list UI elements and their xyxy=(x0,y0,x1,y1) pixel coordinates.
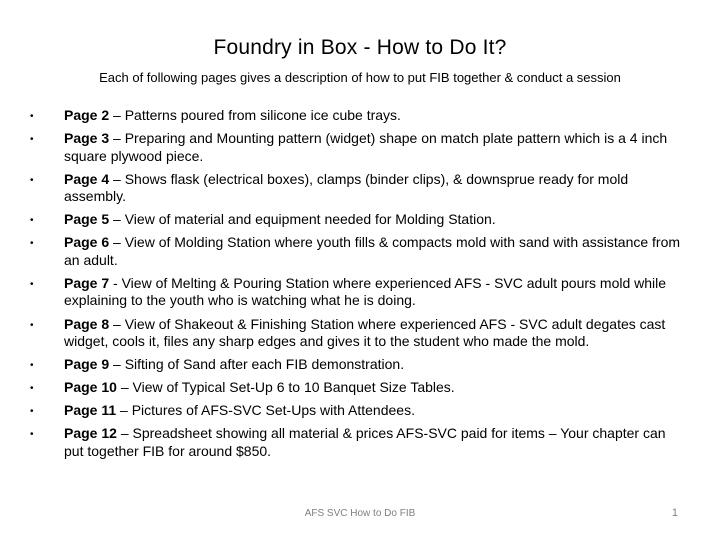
item-description: – View of Typical Set-Up 6 to 10 Banquet Size Tables. xyxy=(116,379,455,396)
page-reference: Page 10 xyxy=(64,379,117,396)
list-item xyxy=(28,211,688,229)
item-description: – View of material and equipment needed for Molding Station. xyxy=(109,211,496,228)
item-description: – View of Shakeout & Finishing Station where experienced AFS - SVC adult degates cast widget, cools it, files any sharp edges and gives it to the student who made the mold. xyxy=(64,315,666,350)
list-item xyxy=(28,107,688,125)
list-item xyxy=(28,402,688,420)
slide-title: Foundry in Box - How to Do It? xyxy=(213,36,507,59)
item-description: – Shows flask (electrical boxes), clamps (binder clips), & downsprue ready for mold assembly. xyxy=(64,170,629,205)
bullet-icon: • xyxy=(30,360,34,372)
item-description: – Pictures of AFS-SVC Set-Ups with Attendees. xyxy=(116,402,415,419)
slide-footer: AFS SVC How to Do FIB xyxy=(304,508,416,519)
bullet-icon: • xyxy=(30,215,34,227)
page-reference: Page 7 xyxy=(64,274,110,291)
bullet-icon: • xyxy=(30,383,34,395)
page-reference: Page 8 xyxy=(64,315,110,332)
page-reference: Page 9 xyxy=(64,356,110,373)
page-reference: Page 11 xyxy=(64,402,117,419)
list-item xyxy=(28,234,688,269)
item-description: – View of Molding Station where youth fills & compacts mold with sand with assistance from an adult. xyxy=(64,234,681,268)
page-description-list xyxy=(28,107,688,466)
page-reference: Page 6 xyxy=(64,234,110,251)
list-item xyxy=(28,275,688,310)
page-reference: Page 4 xyxy=(64,170,110,187)
item-description: – Spreadsheet showing all material & prices AFS-SVC paid for items – Your chapter can put together FIB for around $850. xyxy=(64,425,666,459)
page-reference: Page 5 xyxy=(64,211,110,228)
bullet-icon: • xyxy=(30,111,34,122)
list-item xyxy=(28,425,688,460)
list-item xyxy=(28,171,688,206)
list-item xyxy=(28,130,688,165)
bullet-icon: • xyxy=(30,319,34,331)
list-item xyxy=(28,316,688,351)
bullet-icon: • xyxy=(30,406,34,418)
list-item xyxy=(28,356,688,374)
bullet-icon: • xyxy=(30,429,34,441)
slide-subtitle: Each of following pages gives a description of how to put FIB together & conduct a session xyxy=(99,70,621,85)
bullet-icon: • xyxy=(30,134,34,146)
page-reference: Page 2 xyxy=(64,107,110,123)
bullet-icon: • xyxy=(30,278,34,290)
item-description: – Preparing and Mounting pattern (widget) shape on match plate pattern which is a 4 inch square plywood piece. xyxy=(64,130,668,164)
item-description: – Sifting of Sand after each FIB demonstration. xyxy=(109,356,405,373)
bullet-icon: • xyxy=(30,174,34,186)
bullet-icon: • xyxy=(30,238,34,250)
page-number: 1 xyxy=(671,507,678,519)
item-description: - View of Melting & Pouring Station where experienced AFS - SVC adult pours mold while explaining to the youth who is watching what he is doing. xyxy=(64,274,667,309)
item-description: – Patterns poured from silicone ice cube trays. xyxy=(109,107,401,123)
page-reference: Page 3 xyxy=(64,130,110,147)
page-reference: Page 12 xyxy=(64,425,117,442)
list-item xyxy=(28,379,688,397)
